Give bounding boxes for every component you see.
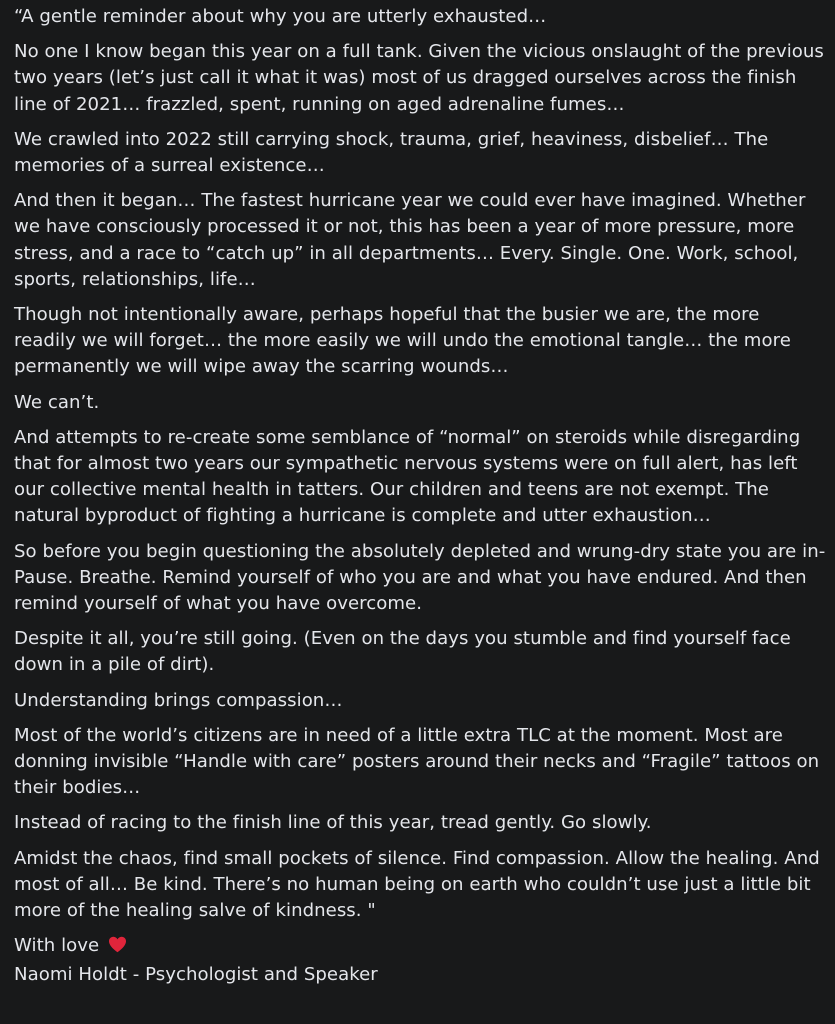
red-heart-icon [108,935,127,961]
post-paragraph: Instead of racing to the finish line of this year, tread gently. Go slowly. [14,812,652,834]
post-paragraph: And attempts to re-create some semblance of “normal” on steroids while disregarding that for almost two years our sympathetic nervous systems were on full alert, has left our collective mental health in tatters. Our children and teens are not exempt. The natural byproduct of fighting a hurricane is complete and utter exhaustion… [14,426,801,527]
post-paragraph: Amidst the chaos, find small pockets of silence. Find compassion. Allow the healing. And most of all… Be kind. There’s no human being on earth who couldn’t use just a little bit more of the healing salve of kindness. " [14,847,820,922]
post-body [14,4,826,988]
post-paragraph: We crawled into 2022 still carrying shock, trauma, grief, heaviness, disbelief… The memories of a surreal existence… [14,128,769,177]
post-paragraph: No one I know began this year on a full tank. Given the vicious onslaught of the previous two years (let’s just call it what it was) most of us dragged ourselves across the finish line of 2021… frazzled, spent, running on aged adrenaline fumes… [14,41,824,115]
post-paragraph: Understanding brings compassion… [14,689,343,711]
post-paragraph: And then it began… The fastest hurricane year we could ever have imagined. Whether we have consciously processed it or not, this has been a year of more pressure, more stress, and a race to “catch up” in all departments… Every. Single. One. Work, school, sports, relationships, life… [14,190,806,290]
post-paragraph: So before you begin questioning the absolutely depleted and wrung-dry state you are in- Pause. Breathe. Remind yourself of who you are and what you have endured. And then remind yourself of what you have overcome. [14,540,826,615]
post-paragraph: Despite it all, you’re still going. (Even on the days you stumble and find yourself face down in a pile of dirt). [14,628,791,676]
post-paragraph: Though not intentionally aware, perhaps hopeful that the busier we are, the more readily we will forget… the more easily we will undo the emotional tangle… the more permanently we will wipe away the scarring wounds… [14,304,791,378]
post-paragraph: We can’t. [14,391,100,413]
signoff-text: With love [14,935,100,957]
post-paragraph: Most of the world’s citizens are in need of a little extra TLC at the moment. Most are donning invisible “Handle with care” posters around their necks and “Fragile” tattoos on their bodies… [14,724,820,799]
signoff-line [14,933,826,961]
post-paragraph: “A gentle reminder about why you are utterly exhausted… [14,6,547,27]
author-line: Naomi Holdt - Psychologist and Speaker [14,963,378,985]
